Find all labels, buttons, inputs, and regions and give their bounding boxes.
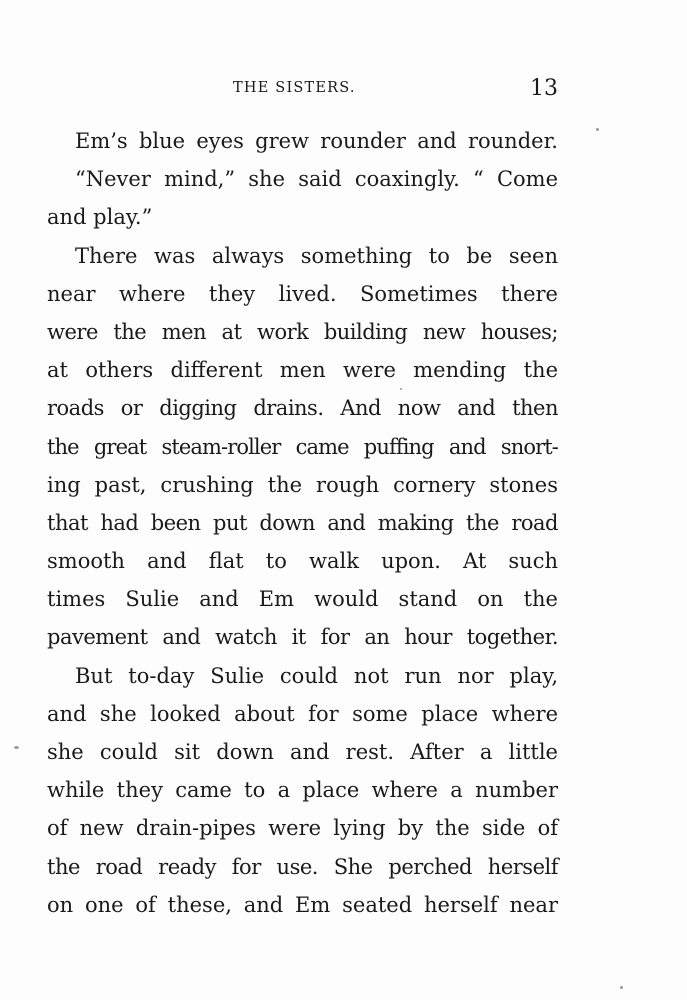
paper-speck xyxy=(620,986,623,989)
running-title: THE SISTERS. xyxy=(233,80,356,96)
text-line: smooth and flat to walk upon. At such xyxy=(47,549,558,574)
text-line: and play.” xyxy=(47,205,153,230)
text-line: times Sulie and Em would stand on the xyxy=(47,587,558,612)
paper-speck xyxy=(596,128,599,131)
text-line: while they came to a place where a number xyxy=(47,778,558,803)
text-line: that had been put down and making the road xyxy=(47,510,558,535)
text-line: of new drain-pipes were lying by the side of xyxy=(47,816,558,841)
body-text xyxy=(47,122,558,924)
text-line: and she looked about for some place where xyxy=(47,701,558,726)
paper-speck xyxy=(14,746,19,749)
text-line: Em’s blue eyes grew rounder and rounder. xyxy=(75,129,558,153)
text-line: she could sit down and rest. After a little xyxy=(47,740,558,764)
text-line: There was always something to be seen xyxy=(75,243,558,268)
page-number: 13 xyxy=(530,76,558,101)
text-line: But to-day Sulie could not run nor play, xyxy=(75,663,558,688)
text-line: roads or digging drains. And now and then xyxy=(47,396,558,421)
text-line: near where they lived. Sometimes there xyxy=(47,281,558,306)
page-header xyxy=(47,76,558,102)
text-line: ing past, crushing the rough cornery stones xyxy=(47,472,558,497)
paper-speck xyxy=(400,388,402,390)
text-line: pavement and watch it for an hour together. xyxy=(47,625,558,650)
text-line: the great steam-roller came puffing and snort- xyxy=(47,434,558,459)
text-line: on one of these, and Em seated herself near xyxy=(47,892,558,917)
text-line: “Never mind,” she said coaxingly. “ Come xyxy=(75,167,558,192)
text-line: were the men at work building new houses; xyxy=(47,319,558,344)
text-line: the road ready for use. She perched herself xyxy=(47,854,558,879)
text-line: at others different men were mending the xyxy=(47,358,558,383)
